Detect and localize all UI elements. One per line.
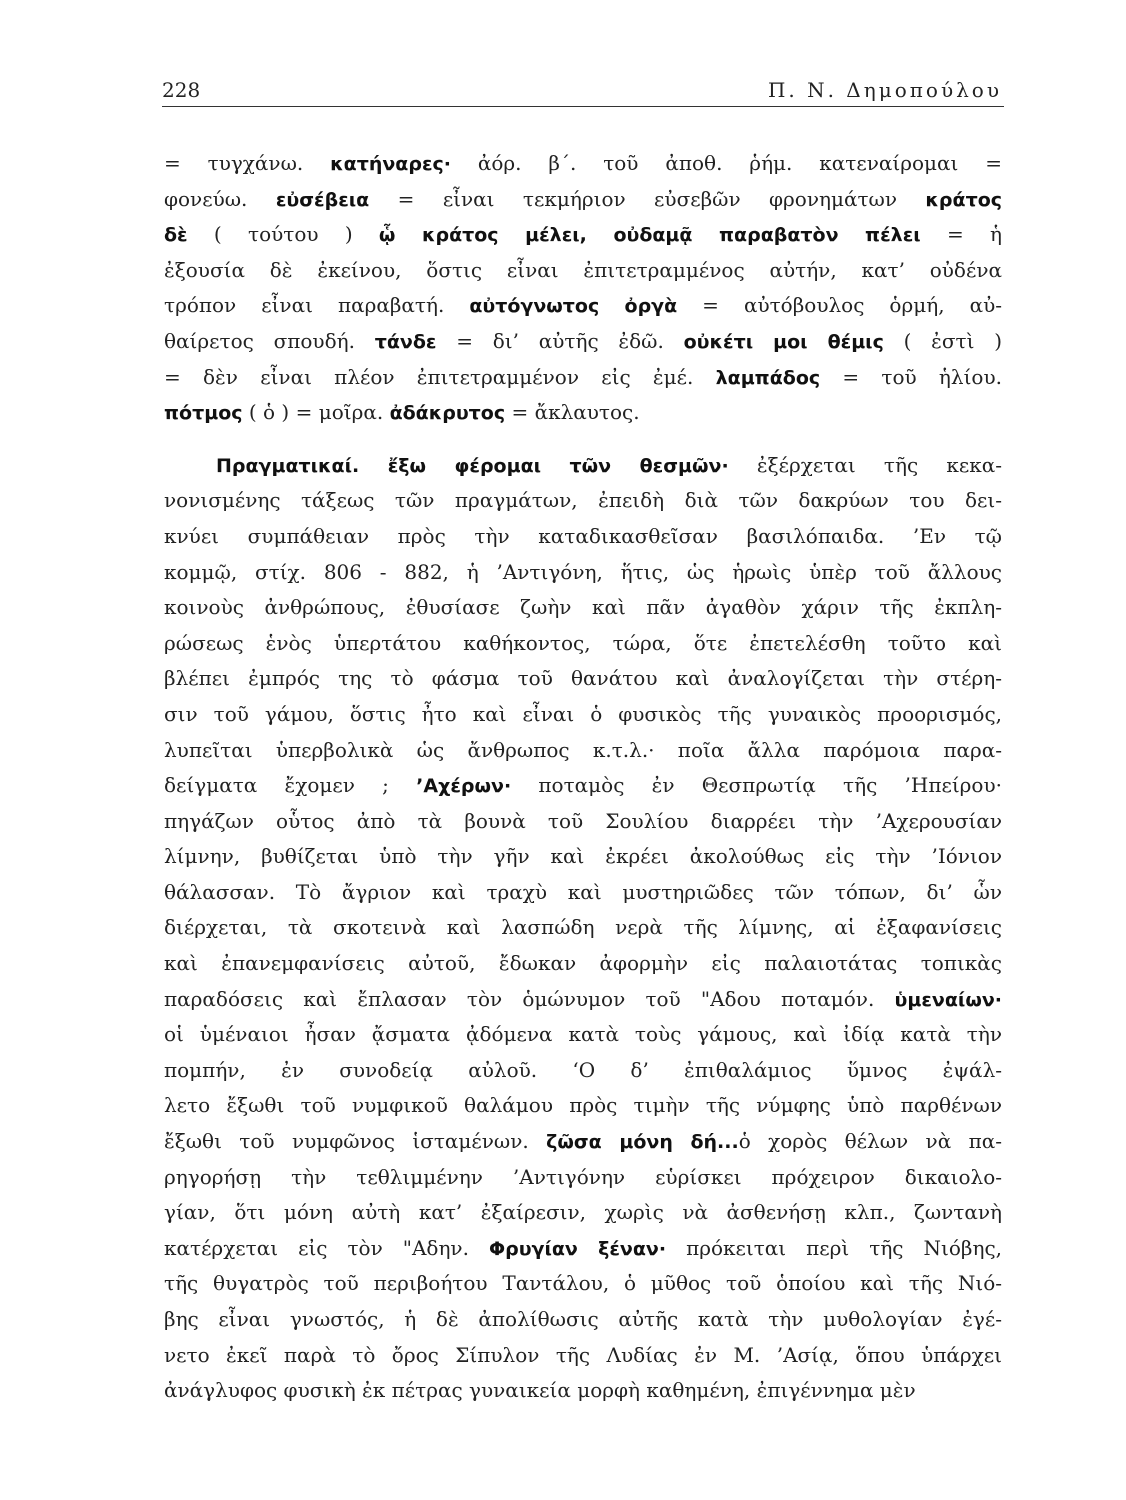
text-run: κνύει συμπάθειαν πρὸς τὴν καταδικασθεῖσαν βασιλόπαιδα. ’Εν τῷ (164, 523, 1002, 548)
text-run: ὁ χορὸς θέλων νὰ πα- (738, 1129, 1002, 1154)
bold-term: ’Αχέρων· (416, 775, 512, 798)
text-run: θαίρετος σπουδή. (164, 328, 375, 353)
text-line (164, 875, 1002, 911)
bold-term: δὲ (164, 224, 188, 247)
text-run: = ἡ (920, 222, 1002, 247)
text-run: ρηγορήσῃ τὴν τεθλιμμένην ’Αντιγόνην εὑρίσκει πρόχειρον δικαιολο- (164, 1164, 1002, 1189)
text-run: κατέρχεται εἰς τὸν "Αδην. (164, 1235, 489, 1260)
bold-term: Φρυγίαν ξέναν· (488, 1237, 667, 1260)
bold-term: λαμπάδος (715, 366, 821, 389)
text-line (164, 1124, 1002, 1160)
bold-term: αὐτόγνωτος ὀργὰ (469, 295, 678, 318)
text-line (164, 661, 1002, 697)
text-run: ( ὁ ) = μοῖρα. (242, 400, 390, 425)
page-header (162, 76, 1004, 107)
text-line (164, 324, 1002, 360)
text-run: θάλασσαν. Τὸ ἄγριον καὶ τραχὺ καὶ μυστηριῶδες τῶν τόπων, δι’ ὧν (164, 879, 1002, 904)
bold-term: κατήναρες· (330, 153, 451, 175)
text-line (164, 217, 1002, 253)
text-line (164, 1373, 1002, 1409)
text-run: κομμῷ, στίχ. 806 - 882, ἡ ’Αντιγόνη, ἥτις, ὡς ἡρωὶς ὑπὲρ τοῦ ἄλλους (164, 559, 1002, 584)
text-run: ἀνάγλυφος φυσικὴ ἐκ πέτρας γυναικεία μορφὴ καθημένη, ἐπιγέννημα μὲν (164, 1378, 916, 1403)
paragraph-commentary (164, 448, 1002, 1409)
text-run: πηγάζων οὗτος ἀπὸ τὰ βουνὰ τοῦ Σουλίου διαρρέει τὴν ’Αχερουσίαν (164, 808, 1002, 833)
text-run: λετο ἔξωθι τοῦ νυμφικοῦ θαλάμου πρὸς τιμὴν τῆς νύμφης ὑπὸ παρθένων (164, 1093, 1002, 1118)
bold-term: ᾧ κράτος μέλει, οὐδαμᾷ παραβατὸν πέλει (378, 224, 921, 247)
text-run: φονεύω. (164, 186, 276, 211)
text-run: σιν τοῦ γάμου, ὅστις ἦτο καὶ εἶναι ὁ φυσικὸς τῆς γυναικὸς προορισμός, (164, 701, 1002, 726)
bold-term: ζῶσα μόνη δή... (546, 1131, 739, 1154)
text-line (164, 146, 1002, 182)
text-run: κοινοὺς ἀνθρώπους, ἐθυσίασε ζωὴν καὶ πᾶν ἀγαθὸν χάριν τῆς ἐκπλη- (164, 595, 1002, 620)
text-line (164, 1302, 1002, 1338)
text-line (164, 768, 1002, 804)
text-run: λίμνην, βυθίζεται ὑπὸ τὴν γῆν καὶ ἐκρέει ἀκολούθως εἰς τὴν ’Ιόνιον (164, 844, 1002, 869)
text-line (164, 1160, 1002, 1196)
bold-term: εὐσέβεια (275, 188, 370, 211)
text-run: νετο ἐκεῖ παρὰ τὸ ὄρος Σίπυλον τῆς Λυδίας ἐν Μ. ’Ασίᾳ, ὅπου ὑπάρχει (164, 1342, 1002, 1367)
text-run: = δι’ αὐτῆς ἐδῶ. (436, 328, 684, 353)
text-run: = εἶναι τεκμήριον εὐσεβῶν φρονημάτων (369, 186, 926, 211)
text-line (164, 1338, 1002, 1374)
text-run: γίαν, ὅτι μόνη αὐτὴ κατ’ ἐξαίρεσιν, χωρὶς νὰ ἀσθενήσῃ κλπ., ζωντανὴ (164, 1200, 1002, 1225)
text-run: παραδόσεις καὶ ἔπλασαν τὸν ὁμώνυμον τοῦ "Αδου ποταμόν. (164, 986, 895, 1011)
text-run: τῆς θυγατρὸς τοῦ περιβοήτου Ταντάλου, ὁ μῦθος τοῦ ὁποίου καὶ τῆς Νιό- (164, 1271, 1002, 1296)
text-run: = αὐτόβουλος ὁρμή, αὐ- (677, 293, 1002, 318)
bold-term: ὑμεναίων· (894, 988, 1002, 1011)
text-line (164, 733, 1002, 769)
text-line (164, 555, 1002, 591)
text-line (164, 626, 1002, 662)
text-line (164, 1088, 1002, 1124)
text-line (164, 697, 1002, 733)
text-line (164, 1231, 1002, 1267)
bold-term: πότμος (164, 402, 243, 425)
text-run: ποταμὸς ἐν Θεσπρωτίᾳ τῆς ’Ηπείρου· (511, 773, 1002, 798)
text-line (164, 839, 1002, 875)
text-line (164, 182, 1002, 218)
bold-term: κράτος (925, 188, 1002, 211)
text-line (164, 448, 1002, 484)
text-run: ἐξέρχεται τῆς κεκα- (728, 452, 1002, 477)
text-line (164, 804, 1002, 840)
text-run: = ἄκλαυτος. (505, 400, 640, 425)
paragraph-glossary (164, 146, 1002, 431)
text-run: οἱ ὑμέναιοι ἦσαν ᾄσματα ᾀδόμενα κατὰ τοὺς γάμους, καὶ ἰδίᾳ κατὰ τὴν (164, 1022, 1002, 1047)
text-line (164, 1053, 1002, 1089)
text-run: πομπήν, ἐν συνοδείᾳ αὐλοῦ. ‘Ο δ’ ἐπιθαλάμιος ὕμνος ἐψάλ- (164, 1057, 1002, 1082)
text-line (164, 519, 1002, 555)
text-line (164, 982, 1002, 1018)
text-line (164, 253, 1002, 289)
text-line (164, 395, 1002, 431)
running-head: Π. Ν. Δημοπούλου (767, 78, 1002, 102)
text-line (164, 946, 1002, 982)
text-line (164, 483, 1002, 519)
text-line (164, 1195, 1002, 1231)
text-line (164, 360, 1002, 396)
text-line (164, 590, 1002, 626)
text-run: καὶ ἐπανεμφανίσεις αὐτοῦ, ἔδωκαν ἀφορμὴν εἰς παλαιοτάτας τοπικὰς (164, 951, 1002, 976)
text-run: ἀόρ. β΄. τοῦ ἀποθ. ῥήμ. κατεναίρομαι = (451, 151, 1002, 175)
text-run: = τοῦ ἡλίου. (820, 364, 1002, 389)
text-run: διέρχεται, τὰ σκοτεινὰ καὶ λασπώδη νερὰ τῆς λίμνης, αἱ ἐξαφανίσεις (164, 915, 1002, 940)
bold-term: οὐκέτι μοι θέμις (683, 330, 884, 353)
text-run: δείγματα ἔχομεν ; (164, 773, 417, 798)
paragraph-gap (164, 431, 1002, 448)
text-run: ( ἐστὶ ) (883, 328, 1002, 353)
text-run: = δὲν εἶναι πλέον ἐπιτετραμμένον εἰς ἐμέ. (164, 364, 716, 389)
bold-term: Πραγματικαί. ἔξω φέρομαι τῶν θεσμῶν· (216, 454, 729, 477)
text-run: = τυγχάνω. (164, 151, 331, 175)
text-run: λυπεῖται ὑπερβολικὰ ὡς ἄνθρωπος κ.τ.λ.· ποῖα ἄλλα παρόμοια παρα- (164, 737, 1002, 762)
text-run: ἐξουσία δὲ ἐκείνου, ὅστις εἶναι ἐπιτετραμμένος αὐτήν, κατ’ οὐδένα (164, 257, 1002, 282)
text-line (164, 1017, 1002, 1053)
text-line (164, 910, 1002, 946)
text-run: βης εἶναι γνωστός, ἡ δὲ ἀπολίθωσις αὐτῆς κατὰ τὴν μυθολογίαν ἐγέ- (164, 1307, 1002, 1331)
text-run: τρόπον εἶναι παραβατή. (164, 293, 470, 318)
text-line (164, 1266, 1002, 1302)
text-run: ρώσεως ἑνὸς ὑπερτάτου καθήκοντος, τώρα, ὅτε ἐπετελέσθη τοῦτο καὶ (164, 630, 1002, 655)
page-number: 228 (162, 78, 201, 102)
bold-term: ἀδάκρυτος (389, 402, 506, 425)
text-line (164, 288, 1002, 324)
bold-term: τάνδε (374, 330, 437, 353)
page-body (164, 146, 1002, 1409)
text-run: ἔξωθι τοῦ νυμφῶνος ἱσταμένων. (164, 1129, 547, 1154)
text-run: νονισμένης τάξεως τῶν πραγμάτων, ἐπειδὴ διὰ τῶν δακρύων του δει- (164, 488, 1002, 513)
text-run: πρόκειται περὶ τῆς Νιόβης, (666, 1235, 1002, 1260)
text-run: βλέπει ἐμπρός της τὸ φάσμα τοῦ θανάτου καὶ ἀναλογίζεται τὴν στέρη- (164, 666, 1002, 691)
text-run: ( τούτου ) (187, 222, 379, 247)
